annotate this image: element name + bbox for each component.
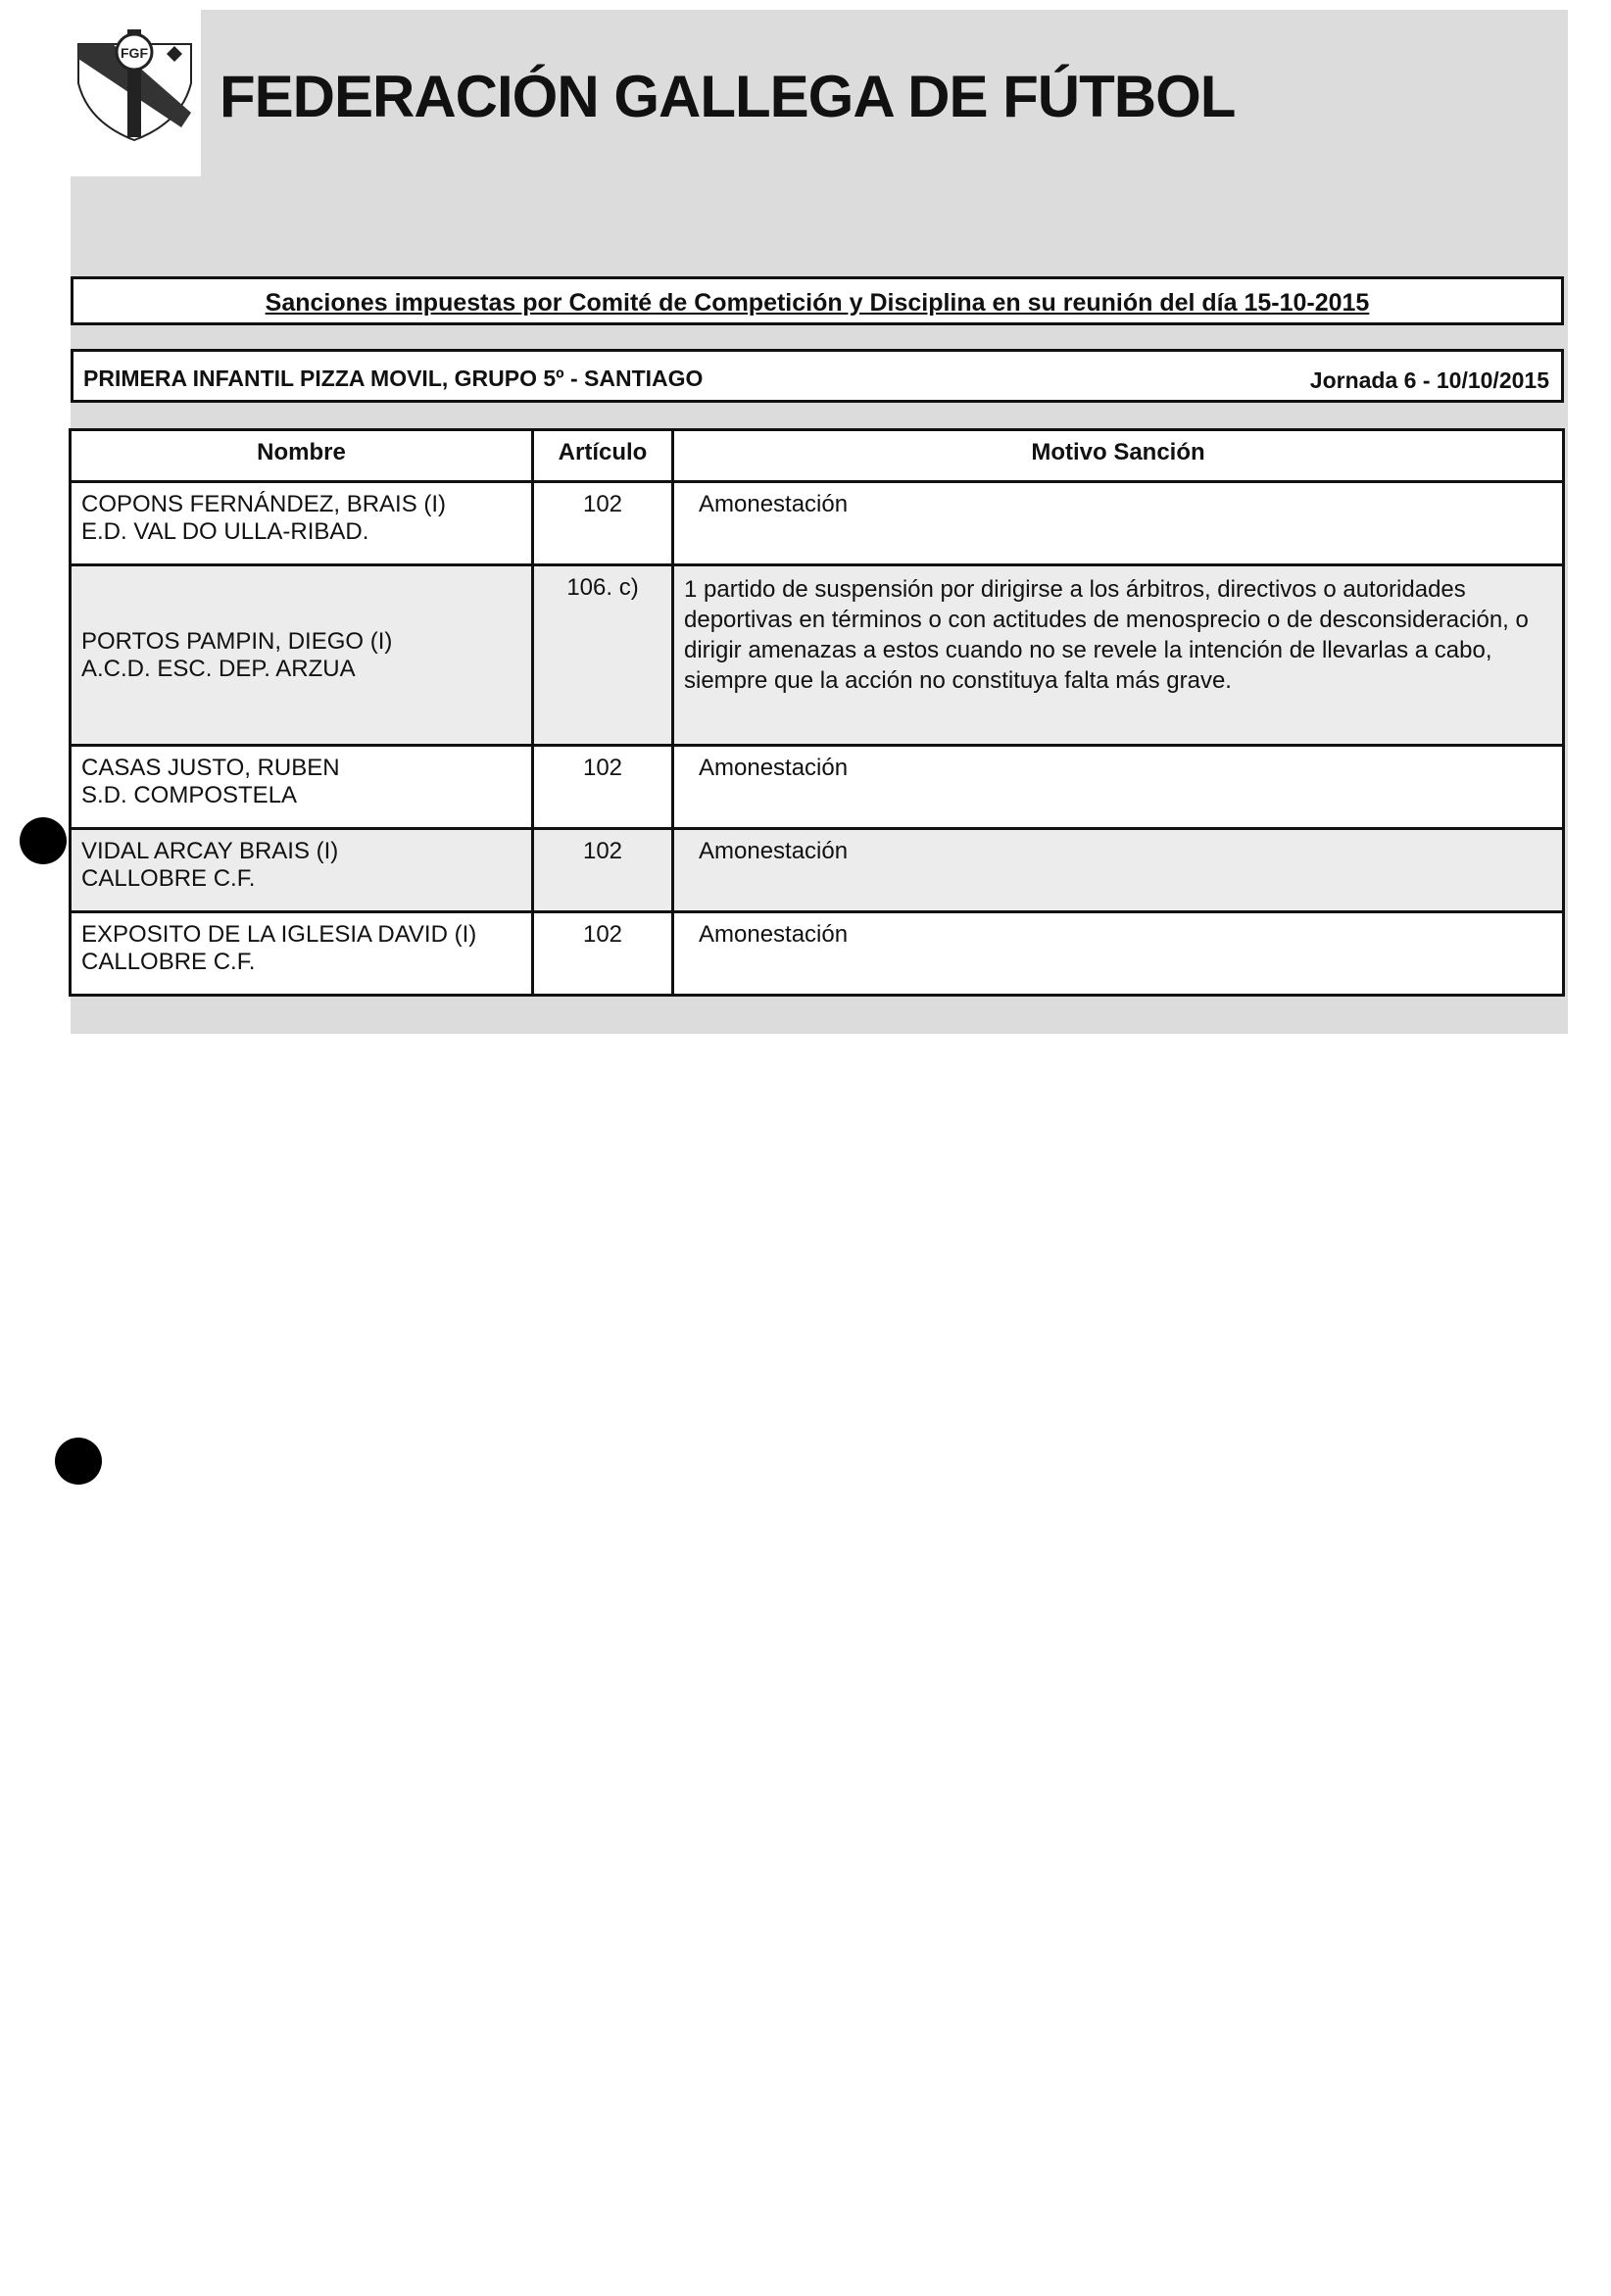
article-cell: 106. c) bbox=[533, 565, 673, 746]
punch-hole-mark bbox=[20, 817, 67, 864]
article-cell: 102 bbox=[533, 829, 673, 912]
table-row bbox=[71, 829, 1564, 912]
player-name: PORTOS PAMPIN, DIEGO (I) bbox=[81, 627, 393, 655]
sanctions-banner bbox=[71, 276, 1564, 325]
jornada: Jornada 6 - 10/10/2015 bbox=[1309, 367, 1549, 393]
punch-hole-mark bbox=[55, 1438, 102, 1485]
table-row bbox=[71, 565, 1564, 746]
article-cell: 102 bbox=[533, 482, 673, 565]
header-nombre: Nombre bbox=[71, 430, 533, 482]
player-name: EXPOSITO DE LA IGLESIA DAVID (I) bbox=[81, 921, 477, 948]
svg-text:FGF: FGF bbox=[121, 45, 148, 61]
page-title: FEDERACIÓN GALLEGA DE FÚTBOL bbox=[220, 64, 1236, 129]
reason-cell: Amonestación bbox=[673, 746, 1564, 829]
player-name: VIDAL ARCAY BRAIS (I) bbox=[81, 838, 339, 864]
reason-cell: Amonestación bbox=[673, 482, 1564, 565]
player-name: CASAS JUSTO, RUBEN bbox=[81, 755, 340, 781]
header-articulo: Artículo bbox=[533, 430, 673, 482]
name-cell bbox=[71, 912, 533, 996]
table-row bbox=[71, 746, 1564, 829]
name-cell bbox=[71, 746, 533, 829]
sanctions-table bbox=[69, 428, 1565, 997]
federation-logo-icon bbox=[73, 24, 201, 142]
reason-cell: Amonestación bbox=[673, 912, 1564, 996]
header-motivo: Motivo Sanción bbox=[673, 430, 1564, 482]
table-row bbox=[71, 482, 1564, 565]
banner-text: Sanciones impuestas por Comité de Competición y Disciplina en su reunión del día 15-10-2015 bbox=[265, 289, 1370, 317]
competition-bar bbox=[71, 349, 1564, 403]
competition-name: PRIMERA INFANTIL PIZZA MOVIL, GRUPO 5º - SANTIAGO bbox=[83, 366, 704, 391]
club-name: S.D. COMPOSTELA bbox=[81, 782, 298, 808]
article-cell: 102 bbox=[533, 746, 673, 829]
club-name: CALLOBRE C.F. bbox=[81, 949, 256, 975]
name-cell bbox=[71, 482, 533, 565]
club-name: CALLOBRE C.F. bbox=[81, 865, 256, 892]
player-name: COPONS FERNÁNDEZ, BRAIS (I) bbox=[81, 491, 447, 517]
name-cell bbox=[71, 565, 533, 746]
club-name: A.C.D. ESC. DEP. ARZUA bbox=[81, 655, 356, 682]
article-cell: 102 bbox=[533, 912, 673, 996]
table-row bbox=[71, 912, 1564, 996]
table-header bbox=[71, 430, 1564, 482]
reason-cell: Amonestación bbox=[673, 829, 1564, 912]
reason-cell: 1 partido de suspensión por dirigirse a los árbitros, directivos o autoridades deportivas en términos o con actitudes de menosprecio o de desconsideración, o dirigir amenazas a estos cuando no se revele la intención de llevarlas a cabo, siempre que la acción no constituya falta más grave. bbox=[673, 565, 1564, 746]
name-cell bbox=[71, 829, 533, 912]
club-name: E.D. VAL DO ULLA-RIBAD. bbox=[81, 518, 369, 545]
